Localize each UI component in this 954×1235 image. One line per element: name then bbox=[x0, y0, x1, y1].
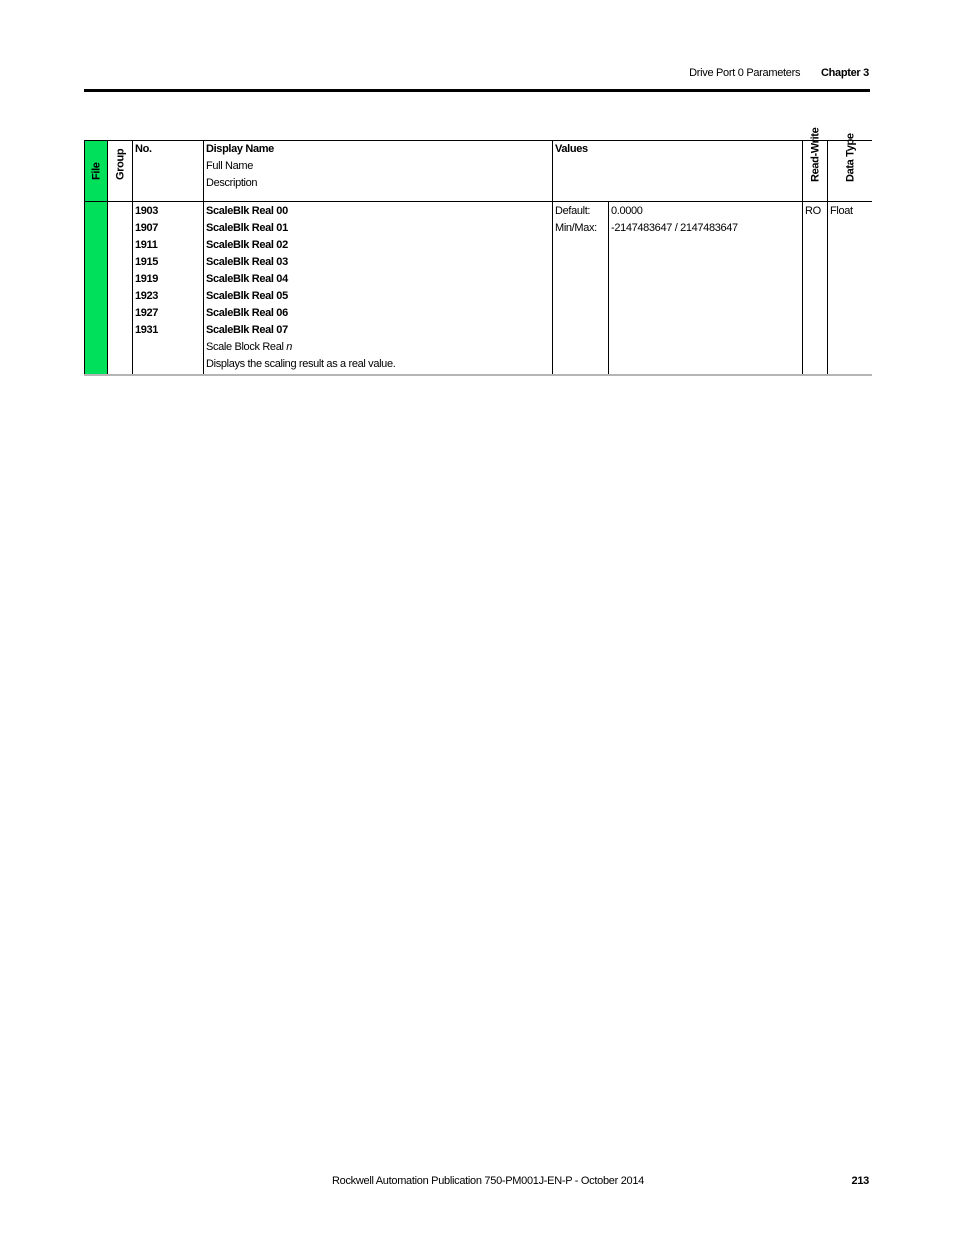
read-write-cell bbox=[803, 202, 828, 376]
values-label-cell bbox=[553, 202, 609, 376]
page-number: 213 bbox=[851, 1175, 869, 1187]
table-row bbox=[85, 202, 872, 376]
param-number: 1931 bbox=[135, 324, 159, 336]
number-cell bbox=[133, 202, 204, 376]
data-type-header-label: Data Type bbox=[844, 133, 857, 182]
param-number: 1919 bbox=[135, 273, 159, 285]
display-name-cell bbox=[204, 202, 553, 376]
no-header-label: No. bbox=[135, 143, 152, 155]
full-name-header-label: Full Name bbox=[206, 160, 253, 172]
param-description: Displays the scaling result as a real value. bbox=[206, 358, 396, 370]
read-write-header-label: Read-Write bbox=[809, 127, 822, 182]
data-type-column-header bbox=[828, 133, 872, 202]
param-display-name: ScaleBlk Real 02 bbox=[206, 239, 288, 251]
publication-info: Rockwell Automation Publication 750-PM001J-EN-P - October 2014 bbox=[332, 1175, 644, 1187]
page-header bbox=[689, 67, 869, 79]
param-display-name: ScaleBlk Real 05 bbox=[206, 290, 288, 302]
chapter-label: Chapter 3 bbox=[820, 67, 869, 79]
section-title: Drive Port 0 Parameters bbox=[689, 67, 801, 79]
file-cell bbox=[85, 202, 108, 376]
param-number: 1923 bbox=[135, 290, 159, 302]
param-number: 1927 bbox=[135, 307, 159, 319]
full-name-variable: n bbox=[286, 341, 293, 353]
parameter-table bbox=[84, 127, 872, 376]
default-value: 0.0000 bbox=[611, 205, 643, 217]
group-cell bbox=[108, 202, 133, 376]
display-name-header-label: Display Name bbox=[206, 143, 274, 155]
param-display-name: ScaleBlk Real 06 bbox=[206, 307, 288, 319]
header-rule bbox=[84, 89, 870, 92]
values-value-cell bbox=[609, 202, 803, 376]
minmax-value: -2147483647 / 2147483647 bbox=[611, 222, 738, 234]
read-write-value: RO bbox=[805, 205, 821, 217]
data-type-cell bbox=[828, 202, 872, 376]
table-header-row bbox=[85, 141, 872, 202]
display-name-column-header bbox=[204, 141, 553, 202]
param-display-name: ScaleBlk Real 07 bbox=[206, 324, 288, 336]
param-number: 1915 bbox=[135, 256, 159, 268]
full-name-prefix: Scale Block Real bbox=[206, 341, 287, 353]
param-display-name: ScaleBlk Real 04 bbox=[206, 273, 288, 285]
default-label: Default: bbox=[555, 205, 591, 217]
group-header-label: Group bbox=[114, 148, 127, 180]
param-number: 1907 bbox=[135, 222, 159, 234]
minmax-label: Min/Max: bbox=[555, 222, 597, 234]
read-write-column-header bbox=[803, 127, 828, 202]
param-number: 1911 bbox=[135, 239, 158, 251]
param-display-name: ScaleBlk Real 00 bbox=[206, 205, 288, 217]
param-full-name bbox=[206, 339, 552, 356]
param-display-name: ScaleBlk Real 03 bbox=[206, 256, 288, 268]
file-column-header bbox=[85, 141, 108, 202]
param-display-name: ScaleBlk Real 01 bbox=[206, 222, 288, 234]
values-header-label: Values bbox=[555, 143, 588, 155]
no-column-header bbox=[133, 141, 204, 202]
values-column-header bbox=[553, 141, 803, 202]
file-header-label: File bbox=[90, 162, 103, 180]
description-header-label: Description bbox=[206, 177, 258, 189]
data-type-value: Float bbox=[830, 205, 853, 217]
param-number: 1903 bbox=[135, 205, 159, 217]
group-column-header bbox=[108, 141, 133, 202]
